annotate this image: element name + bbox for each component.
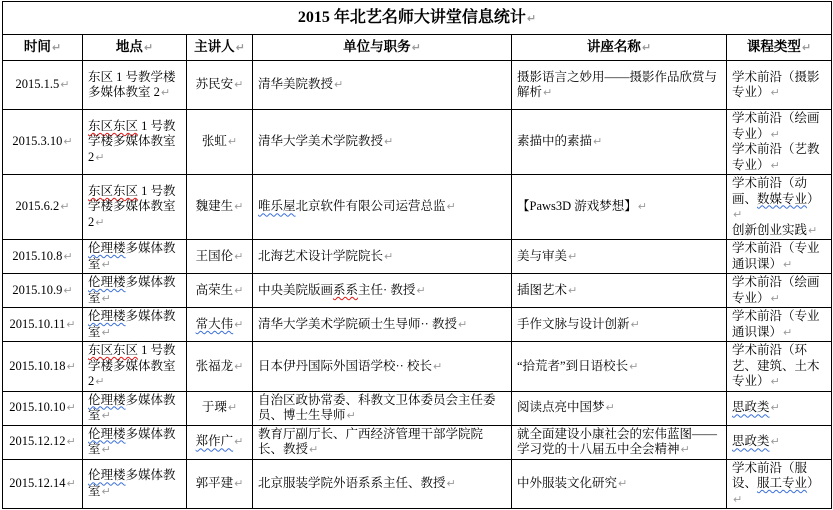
- cell-speaker: [187, 425, 253, 459]
- paragraph-mark: ↵: [733, 492, 743, 506]
- cell-text: 东区 1 号教学楼多媒体教室 2: [88, 69, 176, 99]
- table-row: [3, 391, 832, 425]
- cell-paragraph: [5, 134, 80, 150]
- cell-text: 王国伦: [195, 248, 234, 263]
- cell-text: 2015.10.9: [12, 282, 63, 297]
- cell-type: [727, 110, 832, 175]
- cell-unit: [253, 110, 512, 175]
- cell-time: [3, 342, 83, 392]
- paragraph-mark: ↵: [446, 200, 456, 214]
- cell-unit: [253, 342, 512, 392]
- paragraph-mark: ↵: [346, 409, 356, 422]
- cell-paragraph: [5, 476, 80, 492]
- grammar-error-text: 数媒专业: [757, 191, 808, 206]
- cell-lecture: [512, 274, 727, 308]
- cell-unit: [253, 175, 512, 240]
- paragraph-mark: ↵: [568, 249, 578, 263]
- cell-text: 北京服装学院外语系系主任、教授: [258, 476, 446, 490]
- cell-paragraph: [517, 70, 721, 101]
- cell-text: 2015.6.2: [15, 199, 60, 214]
- cell-paragraph: [88, 393, 181, 424]
- cell-paragraph: [88, 309, 181, 340]
- paragraph-mark: ↵: [234, 317, 244, 331]
- cell-paragraph: [732, 111, 826, 142]
- cell-unit: [253, 391, 512, 425]
- table-row: [3, 240, 832, 274]
- cell-text: 创新创业实践: [732, 222, 808, 237]
- paragraph-mark: ↵: [227, 135, 238, 149]
- cell-type: [727, 342, 832, 392]
- paragraph-mark: ↵: [95, 150, 105, 164]
- cell-paragraph: [732, 461, 826, 508]
- cell-speaker: [187, 240, 253, 274]
- cell-type: [727, 459, 832, 509]
- cell-paragraph: [517, 427, 721, 458]
- paragraph-mark: ↵: [605, 401, 615, 415]
- paragraph-mark: ↵: [101, 325, 111, 339]
- table-row: [3, 274, 832, 308]
- cell-text: 2015.1.5: [15, 77, 60, 92]
- table-row: [3, 175, 832, 240]
- paragraph-mark: ↵: [770, 86, 780, 99]
- cell-paragraph: [192, 317, 247, 333]
- cell-paragraph: [732, 223, 826, 239]
- column-header-unit: [253, 35, 512, 61]
- cell-text: “拾荒者”到日语校长: [517, 358, 629, 373]
- cell-paragraph: [192, 476, 247, 492]
- cell-lecture: [512, 61, 727, 110]
- paragraph-mark: ↵: [618, 477, 628, 490]
- cell-lecture: [512, 240, 727, 274]
- cell-text: 多媒体教室: [88, 426, 176, 456]
- cell-paragraph: [88, 70, 181, 101]
- paragraph-mark: ↵: [95, 375, 105, 388]
- cell-paragraph: [732, 309, 826, 340]
- cell-time: [3, 175, 83, 240]
- paragraph-mark: ↵: [630, 317, 640, 331]
- cell-paragraph: [88, 468, 181, 499]
- cell-time: [3, 425, 83, 459]
- paragraph-mark: ↵: [234, 78, 244, 92]
- cell-text: 学术前沿（动画、: [732, 176, 808, 206]
- paragraph-mark: ↵: [446, 477, 456, 490]
- cell-text: 张虹: [201, 134, 227, 149]
- paragraph-mark: ↵: [60, 78, 70, 92]
- cell-paragraph: [5, 77, 80, 93]
- cell-paragraph: [192, 249, 247, 265]
- cell-loc: [83, 110, 187, 175]
- cell-speaker: [187, 459, 253, 509]
- spelling-error-text: 东区东区: [88, 118, 139, 133]
- column-header-location: [83, 35, 187, 61]
- cell-text: 2015.12.14: [9, 476, 66, 490]
- cell-text: 学术前沿（绘画专业）: [732, 275, 820, 305]
- cell-paragraph: [5, 283, 80, 299]
- cell-text: 清华大学美术学院硕士生导师·· 教授: [258, 316, 457, 331]
- cell-paragraph: [258, 393, 506, 424]
- cell-text: 素描中的素描: [517, 134, 593, 149]
- paragraph-mark: ↵: [641, 41, 652, 55]
- cell-paragraph: [5, 400, 80, 416]
- paragraph-mark: ↵: [680, 443, 690, 456]
- cell-text: 学术前沿（摄影专业）: [732, 69, 820, 99]
- cell-text: 2015.10.11: [9, 316, 66, 331]
- grammar-error-text: 思政类: [732, 434, 770, 449]
- cell-paragraph: [517, 249, 721, 265]
- table-body: [3, 61, 832, 509]
- paragraph-mark: ↵: [783, 325, 793, 339]
- cell-text: 阅读点亮中国梦: [517, 400, 605, 415]
- paragraph-mark: ↵: [593, 135, 603, 149]
- paragraph-mark: ↵: [66, 401, 76, 415]
- cell-text: 清华美院教授: [258, 77, 334, 92]
- cell-loc: [83, 342, 187, 392]
- paragraph-mark: ↵: [101, 257, 111, 271]
- paragraph-mark: ↵: [234, 477, 244, 490]
- cell-paragraph: [192, 77, 247, 93]
- paragraph-mark: ↵: [234, 283, 244, 297]
- grammar-error-text: 伦理楼: [88, 426, 126, 441]
- table-title: [3, 2, 832, 35]
- cell-text: 1 号教学楼多媒体教室 2: [88, 118, 176, 164]
- column-header-lecture: [512, 35, 727, 61]
- cell-text: 就全面建设小康社会的宏伟蓝图——学习党的十八届五中全会精神: [517, 426, 718, 456]
- grammar-error-text: 伦理楼: [88, 468, 126, 483]
- paragraph-mark: ↵: [235, 41, 245, 55]
- cell-paragraph: [517, 134, 721, 150]
- cell-paragraph: [5, 434, 80, 450]
- cell-text: 手作文脉与设计创新: [517, 316, 630, 331]
- paragraph-mark: ↵: [60, 200, 70, 214]
- cell-text: 张福龙: [195, 358, 234, 373]
- cell-paragraph: [732, 343, 826, 390]
- paragraph-mark: ↵: [770, 291, 780, 305]
- grammar-error-text: 唯乐屋: [258, 199, 296, 214]
- paragraph-mark: ↵: [234, 249, 244, 263]
- cell-paragraph: [258, 476, 506, 492]
- cell-unit: [253, 274, 512, 308]
- cell-text: 2015.10.10: [9, 400, 66, 415]
- cell-unit: [253, 61, 512, 110]
- header-label: 主讲人: [194, 39, 235, 55]
- cell-paragraph: [732, 275, 826, 306]
- cell-speaker: [187, 391, 253, 425]
- paragraph-mark: ↵: [568, 283, 578, 297]
- header-row: [3, 35, 832, 61]
- paragraph-mark: ↵: [770, 158, 780, 172]
- cell-text: 学术前沿（专业通识课）: [732, 309, 820, 339]
- cell-text: 多媒体教室: [88, 241, 176, 271]
- cell-unit: [253, 240, 512, 274]
- cell-text: 苏民安: [195, 77, 234, 92]
- header-label: 地点: [115, 39, 143, 55]
- cell-text: 学术前沿（专业通识课）: [732, 241, 820, 271]
- cell-paragraph: [517, 317, 721, 333]
- cell-text: 1 号教学楼多媒体教室 2: [88, 183, 176, 229]
- cell-paragraph: [258, 317, 506, 333]
- cell-paragraph: [192, 359, 247, 375]
- table-row: [3, 342, 832, 392]
- paragraph-mark: ↵: [160, 86, 171, 99]
- paragraph-mark: ↵: [770, 401, 780, 415]
- grammar-error-text: 伦理楼: [88, 392, 126, 407]
- cell-paragraph: [88, 184, 181, 231]
- paragraph-mark: ↵: [101, 443, 111, 456]
- grammar-error-text: 郑作广: [195, 434, 234, 449]
- grammar-error-text: 思政类: [732, 400, 770, 415]
- paragraph-mark: ↵: [66, 317, 76, 331]
- paragraph-mark: ↵: [770, 435, 780, 449]
- cell-text: 主任· 教授: [358, 282, 416, 297]
- cell-loc: [83, 425, 187, 459]
- cell-type: [727, 391, 832, 425]
- cell-paragraph: [732, 241, 826, 272]
- cell-text: 中央美院版画: [258, 282, 334, 297]
- cell-type: [727, 274, 832, 308]
- cell-lecture: [512, 110, 727, 175]
- cell-paragraph: [192, 283, 247, 299]
- cell-type: [727, 308, 832, 342]
- cell-loc: [83, 61, 187, 110]
- paragraph-mark: ↵: [808, 223, 818, 237]
- cell-loc: [83, 459, 187, 509]
- cell-text: 2015.10.8: [12, 248, 63, 263]
- cell-text: 2015.12.12: [9, 434, 66, 449]
- cell-text: 【Paws3D 游戏梦想】: [517, 199, 637, 214]
- paragraph-mark: ↵: [733, 208, 743, 221]
- cell-paragraph: [732, 434, 826, 450]
- cell-paragraph: [517, 400, 721, 416]
- cell-lecture: [512, 175, 727, 240]
- cell-lecture: [512, 308, 727, 342]
- cell-text: 多媒体教室: [88, 468, 176, 498]
- cell-text: 1 号教学楼多媒体教室 2: [88, 343, 176, 388]
- cell-paragraph: [5, 359, 80, 375]
- cell-paragraph: [5, 249, 80, 265]
- paragraph-mark: ↵: [801, 41, 812, 55]
- title-row: [3, 2, 832, 35]
- paragraph-mark: ↵: [227, 401, 238, 415]
- cell-text: 多媒体教室: [88, 309, 176, 339]
- cell-lecture: [512, 459, 727, 509]
- table-row: [3, 308, 832, 342]
- cell-text: 自治区政协常委、科教文卫体委员会主任委员、博士生导师: [258, 392, 496, 422]
- cell-text: 教育厅副厅长、广西经济管理干部学院院长、教授: [258, 426, 484, 456]
- paragraph-mark: ↵: [384, 135, 394, 149]
- cell-text: 清华大学美术学院教授: [258, 134, 384, 149]
- cell-text: 美与审美: [517, 248, 568, 263]
- cell-paragraph: [192, 434, 247, 450]
- paragraph-mark: ↵: [309, 443, 319, 456]
- cell-paragraph: [258, 199, 506, 215]
- cell-speaker: [187, 308, 253, 342]
- table-row: [3, 425, 832, 459]
- grammar-error-text: 服工专业: [757, 476, 808, 490]
- cell-paragraph: [732, 176, 826, 223]
- cell-paragraph: [517, 199, 721, 215]
- cell-text: 北京软件有限公司运营总监: [295, 199, 446, 214]
- paragraph-mark: ↵: [770, 127, 780, 141]
- cell-speaker: [187, 110, 253, 175]
- paragraph-mark: ↵: [770, 375, 780, 388]
- cell-type: [727, 61, 832, 110]
- cell-paragraph: [192, 134, 247, 150]
- paragraph-mark: ↵: [101, 409, 111, 422]
- cell-paragraph: [517, 359, 721, 375]
- paragraph-mark: ↵: [629, 359, 639, 373]
- cell-paragraph: [517, 283, 721, 299]
- grammar-error-text: 伦理楼: [88, 275, 126, 289]
- paragraph-mark: ↵: [432, 359, 443, 373]
- cell-speaker: [187, 342, 253, 392]
- cell-text: 2015.10.18: [9, 358, 66, 373]
- cell-paragraph: [5, 199, 80, 215]
- header-label: 单位与职务: [343, 39, 411, 55]
- paragraph-mark: ↵: [334, 78, 344, 92]
- header-label: 讲座名称: [586, 39, 641, 55]
- cell-time: [3, 110, 83, 175]
- header-label: 课程类型: [746, 39, 801, 55]
- cell-speaker: [187, 175, 253, 240]
- grammar-error-text: 伦理楼: [88, 309, 126, 323]
- cell-paragraph: [88, 275, 181, 306]
- cell-loc: [83, 391, 187, 425]
- cell-time: [3, 240, 83, 274]
- cell-text: 北海艺术设计学院院长: [258, 248, 384, 263]
- paragraph-mark: ↵: [543, 86, 553, 99]
- cell-paragraph: [732, 70, 826, 101]
- paragraph-mark: ↵: [411, 41, 421, 55]
- paragraph-mark: ↵: [526, 11, 537, 25]
- paragraph-mark: ↵: [783, 257, 793, 271]
- paragraph-mark: ↵: [95, 215, 105, 229]
- cell-text: 学术前沿（绘画专业）: [732, 111, 820, 141]
- cell-text: 高荣生: [195, 282, 234, 297]
- cell-loc: [83, 175, 187, 240]
- cell-text: 中外服装文化研究: [517, 476, 618, 490]
- grammar-error-text: 伦理楼: [88, 241, 126, 255]
- header-label: 时间: [23, 39, 51, 55]
- cell-lecture: [512, 391, 727, 425]
- column-header-speaker: [187, 35, 253, 61]
- cell-paragraph: [258, 427, 506, 458]
- table-row: [3, 459, 832, 509]
- cell-speaker: [187, 61, 253, 110]
- cell-paragraph: [732, 400, 826, 416]
- cell-paragraph: [88, 119, 181, 166]
- table-row: [3, 110, 832, 175]
- paragraph-mark: ↵: [416, 283, 426, 297]
- spelling-error-text: 系系: [333, 282, 359, 297]
- grammar-error-text: 常大伟: [195, 316, 234, 331]
- cell-unit: [253, 308, 512, 342]
- cell-paragraph: [258, 359, 506, 375]
- paragraph-mark: ↵: [101, 484, 111, 498]
- cell-text: 摄影语言之妙用——摄影作品欣赏与解析: [517, 69, 718, 99]
- paragraph-mark: ↵: [637, 200, 648, 214]
- cell-text: 学术前沿（服设、: [732, 460, 808, 490]
- cell-paragraph: [192, 199, 247, 215]
- table-row: [3, 61, 832, 110]
- cell-text: 多媒体教室: [88, 392, 176, 422]
- cell-type: [727, 425, 832, 459]
- cell-text: 学术前沿（环艺、建筑、土木专业）: [732, 343, 820, 388]
- cell-lecture: [512, 425, 727, 459]
- paragraph-mark: ↵: [63, 283, 73, 297]
- cell-text: 于瑮: [201, 400, 227, 415]
- cell-text: 2015.3.10: [12, 134, 63, 149]
- cell-paragraph: [732, 142, 826, 173]
- cell-time: [3, 61, 83, 110]
- cell-unit: [253, 459, 512, 509]
- cell-paragraph: [517, 476, 721, 492]
- cell-loc: [83, 240, 187, 274]
- cell-paragraph: [88, 343, 181, 390]
- column-header-course-type: [727, 35, 832, 61]
- paragraph-mark: ↵: [384, 249, 394, 263]
- cell-paragraph: [258, 283, 506, 299]
- cell-text: 插图艺术: [517, 282, 568, 297]
- paragraph-mark: ↵: [457, 317, 468, 331]
- cell-lecture: [512, 342, 727, 392]
- paragraph-mark: ↵: [66, 477, 76, 490]
- cell-time: [3, 274, 83, 308]
- paragraph-mark: ↵: [66, 435, 76, 449]
- cell-time: [3, 459, 83, 509]
- paragraph-mark: ↵: [63, 249, 73, 263]
- paragraph-mark: ↵: [101, 291, 111, 305]
- cell-text: ）: [807, 476, 820, 490]
- paragraph-mark: ↵: [234, 200, 244, 214]
- spelling-error-text: 东区东区: [88, 183, 139, 198]
- cell-text: 魏建生: [195, 199, 234, 214]
- cell-text: ）: [807, 191, 820, 206]
- cell-time: [3, 391, 83, 425]
- cell-paragraph: [258, 249, 506, 265]
- title-text: 2015 年北艺名师大讲堂信息统计: [297, 8, 526, 26]
- cell-type: [727, 240, 832, 274]
- cell-paragraph: [192, 400, 247, 416]
- cell-speaker: [187, 274, 253, 308]
- cell-paragraph: [5, 317, 80, 333]
- cell-text: 日本伊丹国际外国语学校·· 校长: [258, 358, 432, 373]
- cell-text: 郭平建: [195, 476, 234, 490]
- cell-text: 多媒体教室: [88, 275, 176, 305]
- cell-paragraph: [258, 77, 506, 93]
- cell-type: [727, 175, 832, 240]
- paragraph-mark: ↵: [51, 41, 62, 55]
- cell-paragraph: [88, 427, 181, 458]
- cell-unit: [253, 425, 512, 459]
- statistics-table: [2, 1, 832, 509]
- cell-time: [3, 308, 83, 342]
- cell-paragraph: [258, 134, 506, 150]
- paragraph-mark: ↵: [66, 359, 76, 373]
- paragraph-mark: ↵: [63, 135, 73, 149]
- cell-loc: [83, 274, 187, 308]
- paragraph-mark: ↵: [234, 359, 244, 373]
- cell-text: 学术前沿（艺教专业）: [732, 142, 820, 172]
- paragraph-mark: ↵: [234, 435, 244, 449]
- paragraph-mark: ↵: [143, 41, 154, 55]
- column-header-time: [3, 35, 83, 61]
- cell-paragraph: [88, 241, 181, 272]
- cell-loc: [83, 308, 187, 342]
- spelling-error-text: 东区东区: [88, 343, 139, 357]
